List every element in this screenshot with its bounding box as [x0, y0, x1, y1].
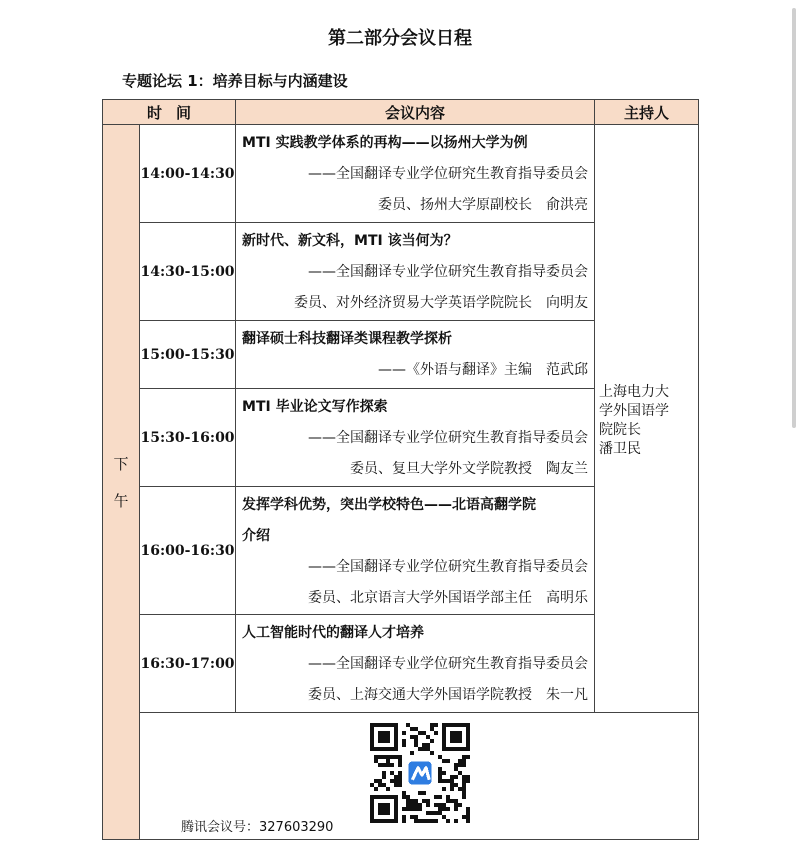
talk-title: 发挥学科优势，突出学校特色——北语高翻学院 介绍 [242, 497, 537, 544]
scrollbar[interactable] [792, 8, 796, 428]
talk-title: 翻译硕士科技翻译类课程教学探析 [242, 331, 453, 347]
host-line: 院院长 [599, 422, 642, 438]
talk-speaker: ——全国翻译专业学位研究生教育指导委员会 委员、对外经济贸易大学英语学院院长 向明友 [294, 264, 589, 311]
content-cell [236, 223, 595, 321]
host-line: 潘卫民 [599, 441, 642, 457]
forum-title: 专题论坛 1：培养目标与内涵建设 [122, 72, 348, 90]
period-char: 下 [113, 455, 129, 473]
talk-speaker: ——《外语与翻译》主编 范武邱 [378, 362, 589, 378]
header-time: 时间 [103, 100, 236, 125]
meeting-cell [140, 713, 699, 840]
table-header-row [103, 100, 699, 125]
talk-title: 新时代、新文科，MTI 该当何为？ [242, 233, 458, 249]
content-cell [236, 487, 595, 615]
content-cell [236, 389, 595, 487]
talk-speaker: ——全国翻译专业学位研究生教育指导委员会 委员、复旦大学外文学院教授 陶友兰 [308, 430, 589, 477]
header-content: 会议内容 [236, 100, 595, 125]
table-row [103, 125, 699, 223]
host-line: 学外国语学 [599, 403, 670, 419]
host-line: 上海电力大 [599, 384, 670, 400]
talk-speaker: ——全国翻译专业学位研究生教育指导委员会 委员、上海交通大学外国语学院教授 朱一凡 [308, 656, 589, 703]
time-cell: 15:30-16:00 [140, 389, 236, 487]
header-host: 主持人 [595, 100, 699, 125]
talk-title: MTI 实践教学体系的再构——以扬州大学为例 [242, 135, 528, 151]
time-cell: 14:30-15:00 [140, 223, 236, 321]
period-char: 午 [113, 492, 129, 510]
time-cell: 14:00-14:30 [140, 125, 236, 223]
meeting-id: 腾讯会议号：327603290 [181, 820, 334, 835]
time-cell: 15:00-15:30 [140, 321, 236, 389]
host-cell [595, 125, 699, 713]
content-cell [236, 125, 595, 223]
content-cell [236, 321, 595, 389]
page-title: 第二部分会议日程 [328, 28, 472, 49]
meeting-row [103, 713, 699, 840]
time-cell: 16:00-16:30 [140, 487, 236, 615]
qr-code-icon[interactable] [370, 723, 470, 823]
schedule-table [102, 99, 699, 840]
content-cell [236, 615, 595, 713]
time-cell: 16:30-17:00 [140, 615, 236, 713]
talk-speaker: ——全国翻译专业学位研究生教育指导委员会 委员、扬州大学原副校长 俞洪亮 [308, 166, 589, 213]
period-cell [103, 125, 140, 840]
talk-title: 人工智能时代的翻译人才培养 [242, 625, 425, 641]
talk-title: MTI 毕业论文写作探索 [242, 399, 388, 415]
talk-speaker: ——全国翻译专业学位研究生教育指导委员会 委员、北京语言大学外国语学部主任 高明乐 [308, 559, 589, 606]
